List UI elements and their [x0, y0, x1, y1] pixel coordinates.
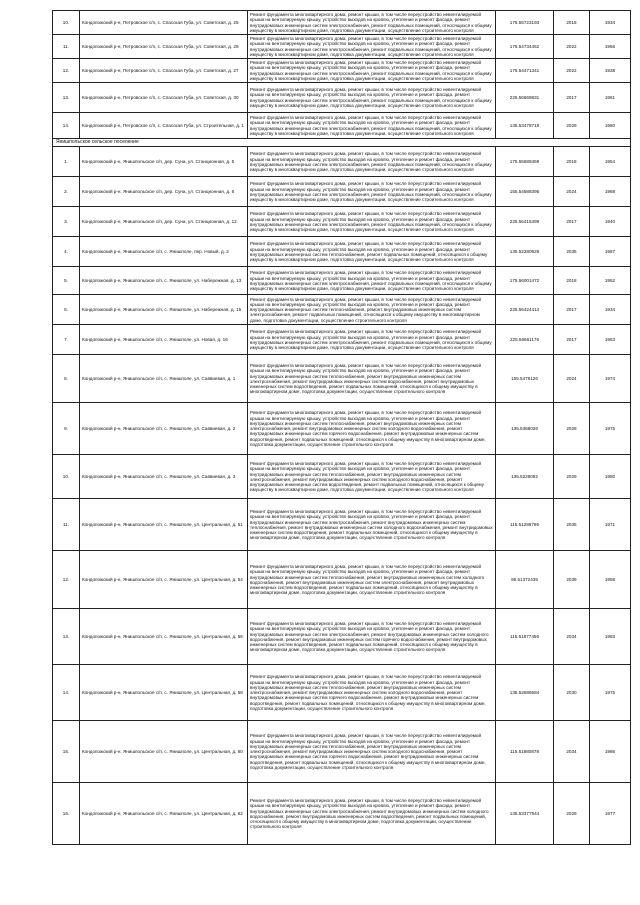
row-number: 9.: [53, 403, 80, 455]
repair-year-cell: 2030: [554, 665, 590, 721]
table-row: [53, 35, 631, 59]
address-cell: Кондопожский р-н, Янишпольское с/п, с. Янишполе, пер. Новый, д. 2: [80, 237, 248, 267]
repair-year-cell: 2034: [554, 609, 590, 665]
row-number: 10.: [53, 11, 80, 35]
built-year-cell: 1956: [590, 35, 631, 59]
row-number: 16.: [53, 783, 80, 845]
address-cell: Кондопожский р-н, Янишпольское с/п, с. Янишполе, ул. Саввиевая, д. 2: [80, 403, 248, 455]
address-cell: Кондопожский р-н, Янишпольское с/п, с. Янишполе, ул. Новая, д. 16: [80, 325, 248, 355]
built-year-cell: 1986: [590, 721, 631, 783]
work-description-cell: Ремонт фундамента многоквартирного дома, ремонт крыши, в том числе переустройство невентилируемой крыши на вентилируемую крышу, устройство выходов на кровлю, утепление и ремонт фасада, ремонт внутридомовых инженерных систем электроснабжения, ремонт подвальных помещений, относящихся к общему имуществу в многоквартирном доме, подготовка документации, осуществление строительного контроля: [248, 113, 496, 139]
work-description-cell: Ремонт фундамента многоквартирного дома, ремонт крыши, в том числе переустройство невентилируемой крыши на вентилируемую крышу, устройство выходов на кровлю, утепление и ремонт фасада, ремонт внутридомовых инженерных систем теплоснабжения, ремонт внутридомовых инженерных систем электроснабжения, ремонт внутридомовых инженерных систем холодного водоснабжения, ремонт внутридомовых инженерных систем горячего водоснабжения, ремонт внутридомовых инженерных систем водоотведения, ремонт подвальных помещений, относящихся к общему имуществу в многоквартирном доме, подготовка документации, осуществление строительного контроля: [248, 721, 496, 783]
built-year-cell: 1987: [590, 237, 631, 267]
cost-cell: 135.53377944: [496, 783, 554, 845]
repair-year-cell: 2035: [554, 237, 590, 267]
row-number: 4.: [53, 237, 80, 267]
address-cell: Кондопожский р-н, Янишпольское с/п, с. Янишполе, ул. Центральная, д. 60: [80, 721, 248, 783]
address-cell: Кондопожский р-н, Янишпольское с/п, с. Янишполе, ул. Центральная, д. 51: [80, 499, 248, 551]
repair-year-cell: 2018: [554, 267, 590, 295]
row-number: 8.: [53, 355, 80, 403]
built-year-cell: 1938: [590, 59, 631, 83]
address-cell: Кондопожский р-н, Янишпольское с/п, с. Янишполе, ул. Центральная, д. 62: [80, 783, 248, 845]
cost-cell: 225.56661176: [496, 325, 554, 355]
cost-cell: 135.5368026: [496, 403, 554, 455]
work-description-cell: Ремонт фундамента многоквартирного дома, ремонт крыши, в том числе переустройство невентилируемой крыши на вентилируемую крышу, устройство выходов на кровлю, утепление и ремонт фасада, ремонт внутридомовых инженерных систем теплоснабжения, ремонт внутридомовых инженерных систем электроснабжения, ремонт внутридомовых инженерных систем холодного водоснабжения, ремонт внутридомовых инженерных систем водоотведения, ремонт подвальных помещений, относящихся к общему имуществу в многоквартирном доме, подготовка документации, осуществление строительного контроля: [248, 455, 496, 499]
work-description-cell: Ремонт фундамента многоквартирного дома, ремонт крыши, в том числе переустройство невентилируемой крыши на вентилируемую крышу, устройство выходов на кровлю, утепление и ремонт фасада, ремонт внутридомовых инженерных систем теплоснабжения, ремонт внутридомовых инженерных систем холодного водоснабжения, ремонт внутридомовых инженерных систем электроснабжения, ремонт внутридомовых инженерных систем водоотведения, ремонт подвальных помещений, относящихся к общему имуществу в многоквартирном доме, подготовка документации, осуществление строительного контроля: [248, 551, 496, 609]
table-row: [53, 113, 631, 139]
cost-cell: 155.54588395: [496, 177, 554, 207]
built-year-cell: 1971: [590, 499, 631, 551]
built-year-cell: 1961: [590, 83, 631, 113]
row-number: 5.: [53, 267, 80, 295]
repair-year-cell: 2017: [554, 207, 590, 237]
repair-year-cell: 2035: [554, 499, 590, 551]
table-row: [53, 355, 631, 403]
table-row: [53, 237, 631, 267]
cost-cell: 135.5228092: [496, 455, 554, 499]
address-cell: Кондопожский р-н, Янишпольское с/п, с. Янишполе, ул. Саввиевая, д. 1: [80, 355, 248, 403]
table-row: [53, 721, 631, 783]
document-page: [52, 10, 630, 845]
built-year-cell: 1958: [590, 551, 631, 609]
repair-year-cell: 2029: [554, 113, 590, 139]
cost-cell: 225.56669831: [496, 83, 554, 113]
address-cell: Кондопожский р-н, Янишпольское с/п, с. Янишполе, ул. Центральная, д. 56: [80, 609, 248, 665]
work-description-cell: Ремонт фундамента многоквартирного дома, ремонт крыши, в том числе переустройство невентилируемой крыши на вентилируемую крышу, устройство выходов на кровлю, утепление и ремонт фасада, ремонт внутридомовых инженерных систем электроснабжения, ремонт подвальных помещений, относящихся к общему имуществу в многоквартирном доме, подготовка документации, осуществление строительного контроля: [248, 267, 496, 295]
row-number: 15.: [53, 721, 80, 783]
repair-year-cell: 2018: [554, 11, 590, 35]
row-number: 13.: [53, 83, 80, 113]
repair-year-cell: 2024: [554, 355, 590, 403]
cost-cell: 175.55723193: [496, 11, 554, 35]
table-row: [53, 177, 631, 207]
table-row: [53, 83, 631, 113]
section-title: Янишпольское сельское поселение: [53, 139, 631, 147]
row-number: 6.: [53, 295, 80, 325]
table-row: [53, 207, 631, 237]
address-cell: Кондопожский р-н, Петровское с/п, с. Спасская Губа, ул. Советская, д. 30: [80, 83, 248, 113]
work-description-cell: Ремонт фундамента многоквартирного дома, ремонт крыши, в том числе переустройство невентилируемой крыши на вентилируемую крышу, устройство выходов на кровлю, утепление и ремонт фасада, ремонт внутридомовых инженерных систем электроснабжения, ремонт подвальных помещений, относящихся к общему имуществу в многоквартирном доме, подготовка документации, осуществление строительного контроля: [248, 325, 496, 355]
built-year-cell: 1952: [590, 267, 631, 295]
table-row: [53, 403, 631, 455]
work-description-cell: Ремонт фундамента многоквартирного дома, ремонт крыши, в том числе переустройство невентилируемой крыши на вентилируемую крышу, устройство выходов на кровлю, утепление и ремонт фасада, ремонт внутридомовых инженерных систем теплоснабжения, ремонт подвальных помещений, относящихся к общему имуществу в многоквартирном доме, подготовка документации, осуществление строительного контроля: [248, 237, 496, 267]
work-description-cell: Ремонт фундамента многоквартирного дома, ремонт крыши, в том числе переустройство невентилируемой крыши на вентилируемую крышу, устройство выходов на кровлю, утепление и ремонт фасада, ремонт внутридомовых инженерных систем электроснабжения, ремонт внутридомовых инженерных систем холодного водоснабжения, ремонт внутридомовых инженерных систем горячего водоснабжения, ремонт внутридомовых инженерных систем водоотведения, ремонт подвальных помещений, относящихся к общему имуществу в многоквартирном доме, подготовка документации, осуществление строительного контроля: [248, 609, 496, 665]
address-cell: Кондопожский р-н, Петровское с/п, с. Спасская Губа, ул. Строительная, д. 1: [80, 113, 248, 139]
repair-year-cell: 2029: [554, 455, 590, 499]
work-description-cell: Ремонт фундамента многоквартирного дома, ремонт крыши, в том числе переустройство невентилируемой крыши на вентилируемую крышу, устройство выходов на кровлю, утепление и ремонт фасада, ремонт внутридомовых инженерных систем электроснабжения, ремонт подвальных помещений, относящихся к общему имуществу в многоквартирном доме, подготовка документации, осуществление строительного контроля: [248, 11, 496, 35]
work-description-cell: Ремонт фундамента многоквартирного дома, ремонт крыши, в том числе переустройство невентилируемой крыши на вентилируемую крышу, устройство выходов на кровлю, утепление и ремонт фасада, ремонт внутридомовых инженерных систем теплоснабжения, ремонт внутридомовых инженерных систем электроснабжения, ремонт подвальных помещений, относящихся к общему имуществу в многоквартирном доме, подготовка документации, осуществление строительного контроля: [248, 295, 496, 325]
built-year-cell: 1934: [590, 295, 631, 325]
cost-cell: 225.56424414: [496, 295, 554, 325]
table-row: [53, 455, 631, 499]
row-number: 11.: [53, 499, 80, 551]
built-year-cell: 1953: [590, 325, 631, 355]
table-row: [53, 609, 631, 665]
work-description-cell: Ремонт фундамента многоквартирного дома, ремонт крыши, в том числе переустройство невентилируемой крыши на вентилируемую крышу, устройство выходов на кровлю, утепление и ремонт фасада, ремонт внутридомовых инженерных систем электроснабжения, ремонт внутридомовых инженерных систем теплоснабжения, ремонт внутридомовых инженерных систем холодного водоснабжения, ремонт внутридомовых инженерных систем водоотведения, ремонт подвальных помещений, относящихся к общему имуществу в многоквартирном доме, подготовка документации, осуществление строительного контроля: [248, 499, 496, 551]
table-row: [53, 551, 631, 609]
repair-year-cell: 2022: [554, 35, 590, 59]
work-description-cell: Ремонт фундамента многоквартирного дома, ремонт крыши, в том числе переустройство невентилируемой крыши на вентилируемую крышу, устройство выходов на кровлю, утепление и ремонт фасада, ремонт внутридомовых инженерных систем теплоснабжения, ремонт внутридомовых инженерных систем электроснабжения, ремонт внутридомовых инженерных систем водоснабжения, ремонт внутридомовых инженерных систем водоотведения, ремонт подвальных помещений, относящихся к общему имуществу в многоквартирном доме, подготовка документации, осуществление строительного контроля: [248, 355, 496, 403]
row-number: 7.: [53, 325, 80, 355]
table-row: [53, 325, 631, 355]
work-description-cell: Ремонт фундамента многоквартирного дома, ремонт крыши, в том числе переустройство невентилируемой крыши на вентилируемую крышу, устройство выходов на кровлю, утепление и ремонт фасада, ремонт внутридомовых инженерных систем электроснабжения, ремонт подвальных помещений, относящихся к общему имуществу в многоквартирном доме, подготовка документации, осуществление строительного контроля: [248, 59, 496, 83]
built-year-cell: 1980: [590, 455, 631, 499]
cost-cell: 225.56415499: [496, 207, 554, 237]
cost-cell: 115.51286795: [496, 499, 554, 551]
built-year-cell: 1974: [590, 355, 631, 403]
work-description-cell: Ремонт фундамента многоквартирного дома, ремонт крыши, в том числе переустройство невентилируемой крыши на вентилируемую крышу, устройство выходов на кровлю, утепление и ремонт фасада, ремонт внутридомовых инженерных систем электроснабжения, ремонт подвальных помещений, относящихся к общему имуществу в многоквартирном доме, подготовка документации, осуществление строительного контроля: [248, 207, 496, 237]
row-number: 14.: [53, 113, 80, 139]
built-year-cell: 1954: [590, 147, 631, 177]
cost-cell: 135.52280929: [496, 237, 554, 267]
cost-cell: 135.53478718: [496, 113, 554, 139]
repair-year-cell: 2017: [554, 325, 590, 355]
repair-year-cell: 2039: [554, 551, 590, 609]
table-row: [53, 11, 631, 35]
address-cell: Кондопожский р-н, Янишпольское с/п, с. Янишполе, ул. Центральная, д. 58: [80, 665, 248, 721]
cost-cell: 95.51372435: [496, 551, 554, 609]
row-number: 10.: [53, 455, 80, 499]
table-row: [53, 295, 631, 325]
repair-year-cell: 2034: [554, 721, 590, 783]
work-description-cell: Ремонт фундамента многоквартирного дома, ремонт крыши, в том числе переустройство невентилируемой крыши на вентилируемую крышу, устройство выходов на кровлю, утепление и ремонт фасада, ремонт внутридомовых инженерных систем теплоснабжения, ремонт внутридомовых инженерных систем электроснабжения, ремонт внутридомовых инженерных систем холодного водоснабжения, ремонт внутридомовых инженерных систем горячего водоснабжения, ремонт внутридомовых инженерных систем водоотведения, ремонт подвальных помещений, относящихся к общему имуществу в многоквартирном доме, подготовка документации, осуществление строительного контроля: [248, 665, 496, 721]
row-number: 3.: [53, 207, 80, 237]
cost-cell: 115.51877456: [496, 609, 554, 665]
repair-year-cell: 2024: [554, 177, 590, 207]
row-number: 14.: [53, 665, 80, 721]
built-year-cell: 1980: [590, 113, 631, 139]
repair-year-cell: 2017: [554, 83, 590, 113]
address-cell: Кондопожский р-н, Петровское с/п, с. Спасская Губа, ул. Советская, д. 26: [80, 35, 248, 59]
cost-cell: 175.55689459: [496, 147, 554, 177]
work-description-cell: Ремонт фундамента многоквартирного дома, ремонт крыши, в том числе переустройство невентилируемой крыши на вентилируемую крышу, устройство выходов на кровлю, утепление и ремонт фасада, ремонт внутридомовых инженерных систем электроснабжения, ремонт подвальных помещений, относящихся к общему имуществу в многоквартирном доме, подготовка документации, осуществление строительного контроля: [248, 35, 496, 59]
work-description-cell: Ремонт фундамента многоквартирного дома, ремонт крыши, в том числе переустройство невентилируемой крыши на вентилируемую крышу, устройство выходов на кровлю, утепление и ремонт фасада, ремонт внутридомовых инженерных систем теплоснабжения, ремонт внутридомовых инженерных систем электроснабжения, ремонт внутридомовых инженерных систем холодного водоснабжения, ремонт внутридомовых инженерных систем горячего водоснабжения, ремонт внутридомовых инженерных систем водоотведения, ремонт подвальных помещений, относящихся к общему имуществу в многоквартирном доме, подготовка документации, осуществление строительного контроля: [248, 403, 496, 455]
row-number: 2.: [53, 177, 80, 207]
address-cell: Кондопожский р-н, Петровское с/п, с. Спасская Губа, ул. Советская, д. 25: [80, 11, 248, 35]
cost-cell: 155.5478126: [496, 355, 554, 403]
table-row: [53, 499, 631, 551]
repair-year-cell: 2022: [554, 59, 590, 83]
built-year-cell: 1977: [590, 783, 631, 845]
work-description-cell: Ремонт фундамента многоквартирного дома, ремонт крыши, в том числе переустройство невентилируемой крыши на вентилируемую крышу, устройство выходов на кровлю, утепление и ремонт фасада, ремонт внутридомовых инженерных систем электроснабжения, ремонт внутридомовых инженерных систем холодного водоснабжения, ремонт внутридомовых инженерных систем водоотведения, ремонт подвальных помещений, относящихся к общему имуществу в многоквартирном доме, подготовка документации, осуществление строительного контроля: [248, 783, 496, 845]
repair-year-cell: 2029: [554, 783, 590, 845]
capital-repair-table: [52, 10, 631, 845]
repair-year-cell: 2018: [554, 147, 590, 177]
row-number: 12.: [53, 551, 80, 609]
table-body: [53, 11, 631, 845]
table-row: [53, 147, 631, 177]
cost-cell: 175.54734452: [496, 35, 554, 59]
address-cell: Кондопожский р-н, Янишпольское с/п, дер. Суна, ул. Станционная, д. 6: [80, 177, 248, 207]
repair-year-cell: 2028: [554, 403, 590, 455]
table-row: [53, 59, 631, 83]
address-cell: Кондопожский р-н, Янишпольское с/п, с. Янишполе, ул. Центральная, д. 54: [80, 551, 248, 609]
built-year-cell: 1934: [590, 11, 631, 35]
cost-cell: 175.54471341: [496, 59, 554, 83]
repair-year-cell: 2017: [554, 295, 590, 325]
built-year-cell: 1983: [590, 609, 631, 665]
row-number: 1.: [53, 147, 80, 177]
cost-cell: 135.52686584: [496, 665, 554, 721]
work-description-cell: Ремонт фундамента многоквартирного дома, ремонт крыши, в том числе переустройство невентилируемой крыши на вентилируемую крышу, устройство выходов на кровлю, утепление и ремонт фасада, ремонт внутридомовых инженерных систем электроснабжения, ремонт подвальных помещений, относящихся к общему имуществу в многоквартирном доме, подготовка документации, осуществление строительного контроля: [248, 147, 496, 177]
address-cell: Кондопожский р-н, Янишпольское с/п, с. Янишполе, ул. Набережная, д. 15: [80, 295, 248, 325]
work-description-cell: Ремонт фундамента многоквартирного дома, ремонт крыши, в том числе переустройство невентилируемой крыши на вентилируемую крышу, устройство выходов на кровлю, утепление и ремонт фасада, ремонт внутридомовых инженерных систем электроснабжения, ремонт подвальных помещений, относящихся к общему имуществу в многоквартирном доме, подготовка документации, осуществление строительного контроля: [248, 83, 496, 113]
row-number: 13.: [53, 609, 80, 665]
section-row: [53, 139, 631, 147]
cost-cell: 115.51880878: [496, 721, 554, 783]
row-number: 11.: [53, 35, 80, 59]
row-number: 12.: [53, 59, 80, 83]
built-year-cell: 1975: [590, 403, 631, 455]
built-year-cell: 1975: [590, 665, 631, 721]
address-cell: Кондопожский р-н, Янишпольское с/п, дер. Суна, ул. Станционная, д. 5: [80, 147, 248, 177]
built-year-cell: 1968: [590, 177, 631, 207]
work-description-cell: Ремонт фундамента многоквартирного дома, ремонт крыши, в том числе переустройство невентилируемой крыши на вентилируемую крышу, устройство выходов на кровлю, утепление и ремонт фасада, ремонт внутридомовых инженерных систем электроснабжения, ремонт подвальных помещений, относящихся к общему имуществу в многоквартирном доме, подготовка документации, осуществление строительного контроля: [248, 177, 496, 207]
address-cell: Кондопожский р-н, Янишпольское с/п, дер. Суна, ул. Станционная, д. 12: [80, 207, 248, 237]
table-row: [53, 267, 631, 295]
table-row: [53, 783, 631, 845]
address-cell: Кондопожский р-н, Петровское с/п, с. Спасская Губа, ул. Советская, д. 27: [80, 59, 248, 83]
table-row: [53, 665, 631, 721]
cost-cell: 175.56001472: [496, 267, 554, 295]
address-cell: Кондопожский р-н, Янишпольское с/п, с. Янишполе, ул. Саввиевая, д. 3: [80, 455, 248, 499]
built-year-cell: 1940: [590, 207, 631, 237]
address-cell: Кондопожский р-н, Янишпольское с/п, с. Янишполе, ул. Набережная, д. 13: [80, 267, 248, 295]
